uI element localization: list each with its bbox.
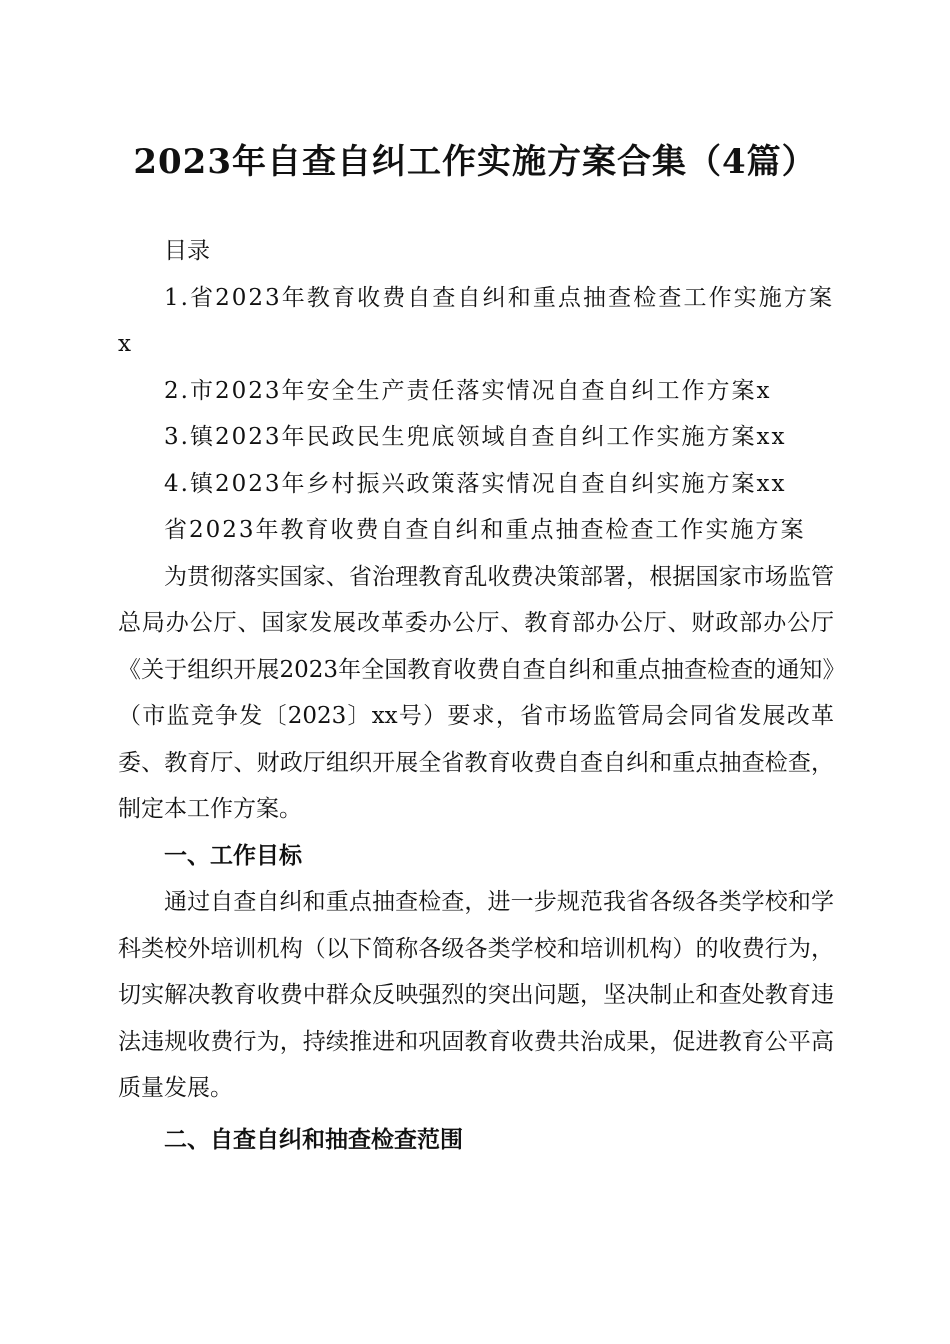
document-body bbox=[118, 228, 834, 1163]
toc-item-4: 4.镇2023年乡村振兴政策落实情况自查自纠实施方案xx bbox=[164, 470, 787, 497]
toc-label: 目录 bbox=[164, 238, 210, 264]
toc-item-2: 2.市2023年安全生产责任落实情况自查自纠工作方案x bbox=[164, 377, 772, 404]
heading-work-goals: 一、工作目标 bbox=[164, 842, 302, 869]
toc-item-1: 1.省2023年教育收费自查自纠和重点抽查检查工作实施方案x bbox=[118, 284, 834, 357]
intro-paragraph: 为贯彻落实国家、省治理教育乱收费决策部署，根据国家市场监管总局办公厅、国家发展改革委办公厅、教育部办公厅、财政部办公厅《关于组织开展2023年全国教育收费自查自纠和重点抽查检查的通知》（市监竞争发〔2023〕xx号）要求，省市场监管局会同省发展改革委、教育厅、财政厅组织开展全省教育收费自查自纠和重点抽查检查，制定本工作方案。 bbox=[118, 563, 834, 822]
heading-inspection-scope: 二、自查自纠和抽查检查范围 bbox=[164, 1126, 463, 1153]
document-title: 2023年自查自纠工作实施方案合集（4篇） bbox=[133, 142, 817, 182]
section-title: 省2023年教育收费自查自纠和重点抽查检查工作实施方案 bbox=[164, 517, 806, 543]
toc-item-3: 3.镇2023年民政民生兜底领域自查自纠工作实施方案xx bbox=[164, 424, 787, 450]
paragraph-work-goals: 通过自查自纠和重点抽查检查，进一步规范我省各级各类学校和学科类校外培训机构（以下简称各级各类学校和培训机构）的收费行为，切实解决教育收费中群众反映强烈的突出问题，坚决制止和查处教育违法违规收费行为，持续推进和巩固教育收费共治成果，促进教育公平高质量发展。 bbox=[118, 889, 834, 1101]
